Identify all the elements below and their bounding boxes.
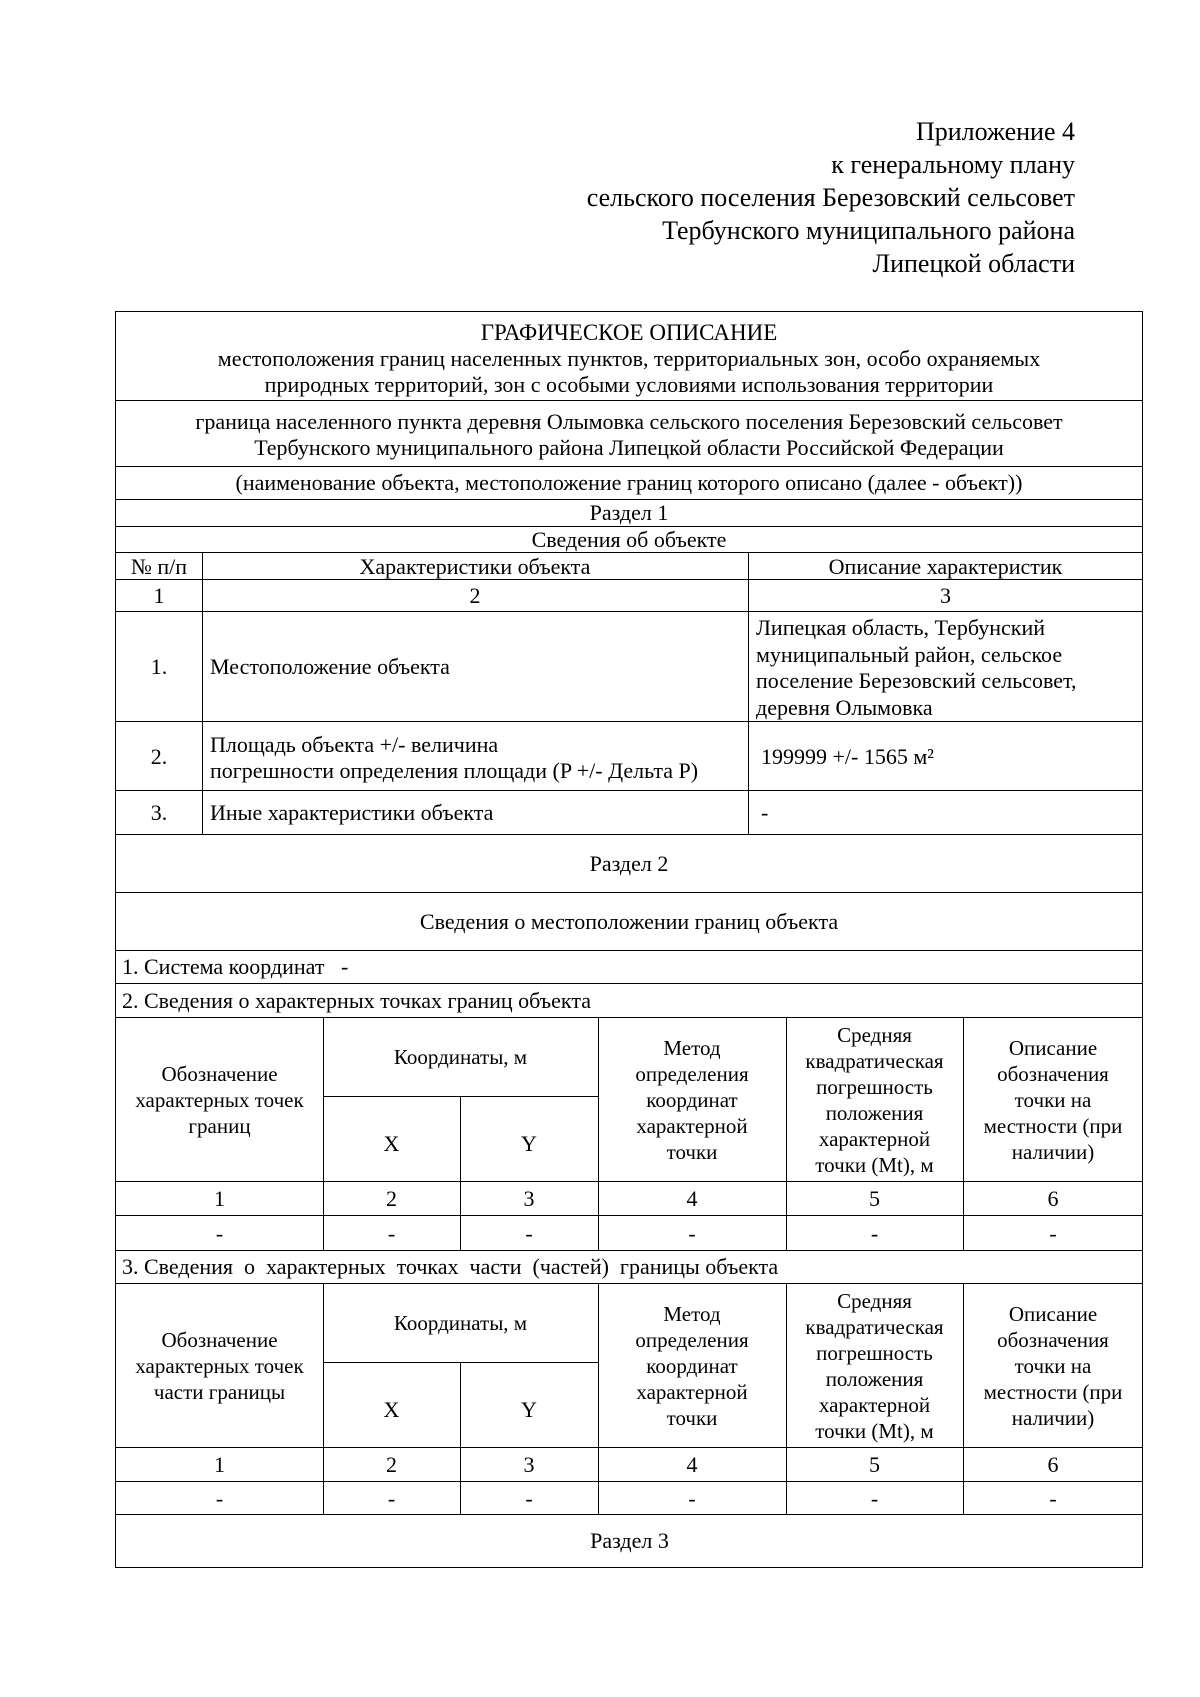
- s1-r1-desc-line-2: муниципальный район, сельское: [756, 641, 1063, 667]
- t1-coords: Координаты, м: [393, 1045, 528, 1069]
- parts-title: [116, 1251, 1142, 1284]
- t1-error-line-1: Средняя: [837, 1023, 912, 1047]
- t2-col1-line-2: характерных точек: [135, 1354, 304, 1378]
- t2-idx-5: 5: [869, 1452, 880, 1477]
- coord-system: [116, 951, 1142, 984]
- t2-val-6: -: [1049, 1485, 1057, 1511]
- t1-idx-5: 5: [869, 1186, 880, 1211]
- section-3-title-text: Раздел 3: [590, 1528, 669, 1553]
- t1-col1-line-1: Обозначение: [161, 1062, 278, 1086]
- t1-error-line-6: точки (Mt), м: [815, 1153, 934, 1177]
- t2-error-line-6: точки (Mt), м: [815, 1419, 934, 1443]
- t1-error-line-3: погрешность: [816, 1075, 933, 1099]
- s1-r1-desc-line-1: Липецкая область, Тербунский: [756, 615, 1046, 640]
- t2-method-line-2: определения: [635, 1328, 749, 1352]
- title-block: [116, 312, 1142, 401]
- t1-idx-1: 1: [214, 1186, 225, 1211]
- t2-val-3: -: [525, 1485, 533, 1511]
- header-line-5: Липецкой области: [872, 249, 1075, 278]
- t1-col1-line-3: границ: [188, 1114, 251, 1138]
- t1-val-2: -: [387, 1220, 396, 1246]
- t1-val-6: -: [1049, 1220, 1057, 1246]
- s1-col-char: Характеристики объекта: [359, 553, 591, 579]
- t1-descr-line-1: Описание: [1008, 1036, 1098, 1060]
- t1-idx-3: 3: [523, 1186, 535, 1211]
- t1-method-line-3: координат: [646, 1088, 738, 1112]
- t2-coords: Координаты, м: [393, 1311, 528, 1335]
- t1-descr-line-5: наличии): [1011, 1140, 1095, 1164]
- s1-r2-char-line-2: погрешности определения площади (P +/- Дельта P): [210, 758, 699, 783]
- section-2-title-text: Раздел 2: [589, 850, 669, 876]
- object-name-line-2: Тербунского муниципального района Липецкой области Российской Федерации: [254, 435, 1004, 460]
- section-1-subtitle-text: Сведения об объекте: [531, 526, 727, 552]
- t2-x: X: [383, 1397, 400, 1422]
- t2-method: [598, 1284, 786, 1448]
- t1-idx-4: 4: [686, 1186, 698, 1211]
- object-name-block: [116, 401, 1142, 467]
- t1-method: [598, 1018, 786, 1182]
- s1-idx-2: 2: [469, 583, 481, 608]
- s1-col-desc: Описание характеристик: [828, 553, 1063, 579]
- s1-r2-num: 2.: [150, 743, 168, 769]
- points-title-text: 2. Сведения о характерных точках границ объекта: [122, 987, 591, 1013]
- header-block: [587, 115, 1075, 280]
- t2-val-2: -: [387, 1485, 396, 1511]
- title-sub-1: местоположения границ населенных пунктов, территориальных зон, особо охраняемых: [217, 346, 1041, 371]
- s1-idx-1: 1: [153, 583, 165, 608]
- s1-r2-desc: 199999 +/- 1565 м²: [761, 743, 934, 769]
- s1-r1-desc: [756, 615, 1136, 719]
- t1-descr: [963, 1018, 1143, 1182]
- t2-error-line-2: квадратическая: [805, 1315, 944, 1339]
- s1-r1-num: 1.: [150, 654, 168, 679]
- t2-idx-4: 4: [686, 1452, 698, 1477]
- t2-val-1: -: [215, 1485, 224, 1511]
- t2-y: Y: [521, 1397, 537, 1422]
- t2-val-5: -: [870, 1485, 879, 1511]
- t2-descr-line-4: местности (при: [983, 1380, 1123, 1404]
- t2-idx-1: 1: [214, 1452, 225, 1477]
- title-main: ГРАФИЧЕСКОЕ ОПИСАНИЕ: [480, 320, 778, 345]
- t2-error-line-3: погрешность: [816, 1341, 933, 1365]
- t2-method-line-3: координат: [646, 1354, 738, 1378]
- t2-method-line-5: точки: [666, 1406, 718, 1430]
- t1-error: [786, 1018, 963, 1182]
- s1-r1-desc-line-4: деревня Олымовка: [756, 694, 933, 720]
- parts-title-text: 3. Сведения о характерных точках части (частей) границы объекта: [122, 1254, 779, 1279]
- t2-descr: [963, 1284, 1143, 1448]
- t2-idx-6: 6: [1047, 1452, 1059, 1477]
- points-title: [116, 984, 1142, 1018]
- t2-error-line-1: Средняя: [837, 1289, 912, 1313]
- t2-method-line-1: Метод: [663, 1302, 721, 1326]
- t2-descr-line-3: точки на: [1014, 1354, 1092, 1378]
- s1-r2-char-line-1: Площадь объекта +/- величина: [210, 732, 499, 757]
- t1-idx-6: 6: [1047, 1186, 1059, 1211]
- header-line-3: сельского поселения Березовский сельсовет: [586, 183, 1075, 212]
- t2-col1-line-3: части границы: [153, 1380, 286, 1404]
- t1-method-line-1: Метод: [663, 1036, 721, 1060]
- t1-method-line-2: определения: [635, 1062, 749, 1086]
- t2-descr-line-1: Описание: [1008, 1302, 1098, 1326]
- t2-descr-line-5: наличии): [1011, 1406, 1095, 1430]
- t2-idx-3: 3: [523, 1452, 535, 1477]
- t2-error: [786, 1284, 963, 1448]
- t1-val-1: -: [215, 1220, 224, 1246]
- t1-method-line-4: характерной: [636, 1114, 748, 1138]
- coord-system-text: 1. Система координат -: [122, 954, 349, 979]
- t1-val-5: -: [870, 1220, 879, 1246]
- t1-col1-line-2: характерных точек: [135, 1088, 304, 1112]
- t2-descr-line-2: обозначения: [997, 1328, 1109, 1352]
- section-1-title: [116, 500, 1142, 527]
- s1-col-num: № п/п: [130, 553, 188, 579]
- s1-r3-char: Иные характеристики объекта: [210, 800, 494, 825]
- t1-descr-line-4: местности (при: [983, 1114, 1123, 1138]
- s1-r1-char: Местоположение объекта: [210, 654, 450, 679]
- section-3-title: [116, 1515, 1143, 1567]
- t2-idx-2: 2: [386, 1452, 397, 1477]
- s1-idx-3: 3: [940, 583, 951, 608]
- s1-r3-num: 3.: [150, 800, 168, 825]
- object-caption: [116, 467, 1142, 500]
- t1-val-4: -: [688, 1220, 696, 1246]
- t1-col1: [116, 1018, 323, 1182]
- description-form: [115, 311, 1143, 1568]
- section-2-title: [116, 835, 1142, 893]
- t2-col1: [116, 1284, 323, 1448]
- t2-error-line-4: положения: [825, 1367, 924, 1391]
- t2-method-line-4: характерной: [636, 1380, 748, 1404]
- t2-val-4: -: [688, 1485, 696, 1511]
- t1-error-line-4: положения: [825, 1101, 924, 1125]
- section-1-title-text: Раздел 1: [589, 500, 669, 525]
- t1-descr-line-3: точки на: [1014, 1088, 1092, 1112]
- t1-x: X: [383, 1131, 400, 1156]
- t1-error-line-5: характерной: [818, 1127, 931, 1151]
- section-1-subtitle: [116, 527, 1142, 553]
- title-sub-2: природных территорий, зон с особыми условиями использования территории: [264, 372, 994, 397]
- t1-error-line-2: квадратическая: [805, 1049, 944, 1073]
- header-line-4: Тербунского муниципального района: [662, 216, 1075, 245]
- object-name-line-1: граница населенного пункта деревня Олымовка сельского поселения Березовский сельсовет: [195, 409, 1063, 434]
- t1-method-line-5: точки: [666, 1140, 718, 1164]
- object-caption-text: (наименование объекта, местоположение границ которого описано (далее - объект)): [235, 470, 1023, 495]
- s1-r1-desc-line-3: поселение Березовский сельсовет,: [756, 668, 1077, 693]
- t1-descr-line-2: обозначения: [997, 1062, 1109, 1086]
- t1-idx-2: 2: [386, 1186, 397, 1211]
- t1-y: Y: [521, 1131, 537, 1156]
- section-2-subtitle-text: Сведения о местоположении границ объекта: [419, 908, 839, 934]
- t2-error-line-5: характерной: [818, 1393, 931, 1417]
- s1-r2-char: [210, 732, 746, 787]
- t2-col1-line-1: Обозначение: [161, 1328, 278, 1352]
- t1-val-3: -: [525, 1220, 533, 1246]
- header-line-2: к генеральному плану: [831, 150, 1075, 179]
- section-2-subtitle: [116, 893, 1142, 951]
- s1-r3-desc: -: [761, 800, 769, 825]
- header-line-1: Приложение 4: [915, 117, 1075, 146]
